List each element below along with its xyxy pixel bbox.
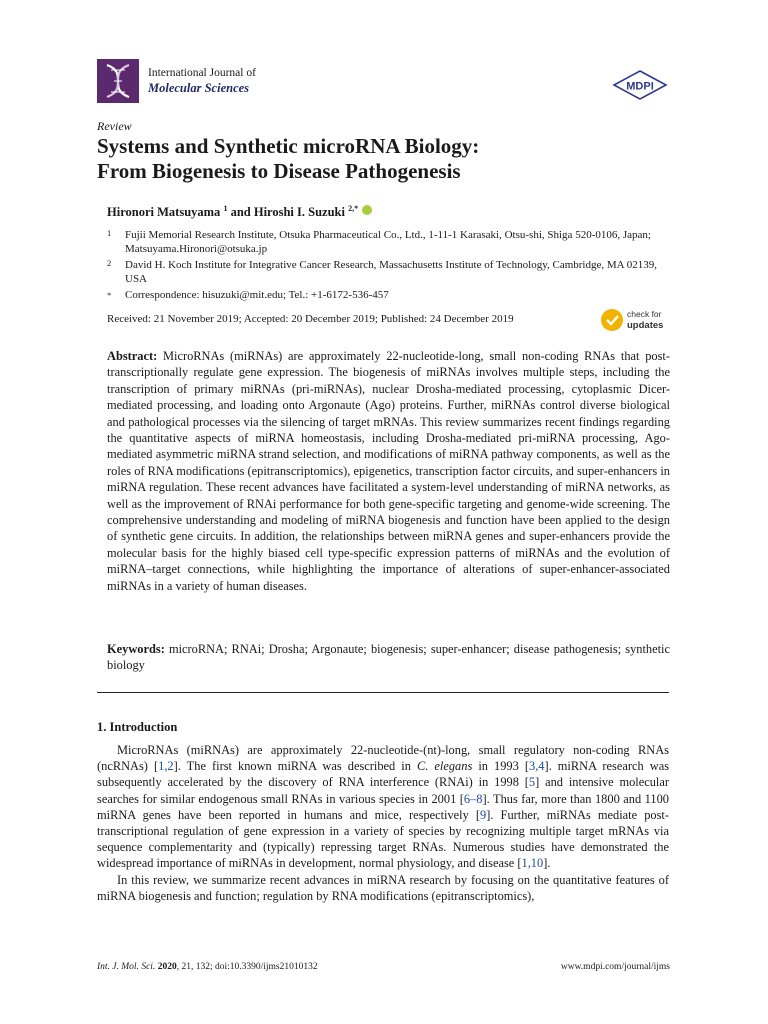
keywords-text: microRNA; RNAi; Drosha; Argonaute; biogenesis; super-enhancer; disease pathogenesis; synthetic biology [107,642,670,673]
title-line-2: From Biogenesis to Disease Pathogenesis [97,159,461,183]
paragraph: MicroRNAs (miRNAs) are approximately 22-nucleotide-(nt)-long, small regulatory non-coding RNAs (ncRNAs) [1,2]. The first known miRNA was described in C. elegans in 1993 [3,4]. miRNA research was subsequently accelerated by the discovery of RNA interference (RNAi) in 1998 [5] and intensive molecular searches for similar endogenous small RNAs in various species in 2001 [6–8]. Thus far, more than 1800 and 1100 miRNA genes have been reported in humans and mice, respectively [9]. Further, miRNAs mediate post-transcriptional regulation of gene expression in a variety of species by recognizing multiple target mRNAs via sequence complementarity and (typically) repressing target RNAs. Numerous studies have demonstrated the widespread importance of miRNAs in development, normal physiology, and disease [1,10]. [97,743,670,871]
keywords-label: Keywords: [107,642,165,656]
author-list [107,204,372,220]
affiliation-mark: 1 [107,228,112,238]
journal-name-line2: Molecular Sciences [148,81,250,95]
journal-abbrev: Int. J. Mol. Sci. [97,962,156,972]
citation-link[interactable]: 3,4 [529,759,545,774]
mdpi-logo-text: MDPI [626,80,654,93]
affiliation-text: David H. Koch Institute for Integrative Cancer Research, Massachusetts Institute of Technology, Cambridge, MA 02139, USA [125,259,657,285]
citation-link[interactable]: 1,2 [158,759,174,774]
abstract-text: MicroRNAs (miRNAs) are approximately 22-nucleotide-long, small non-coding RNAs that post-transcriptionally regulate gene expression. The biogenesis of miRNAs involves multiple steps, including the transcription of primary miRNAs (pri-miRNAs), nuclear Drosha-mediated processing, cytoplasmic Dicer-mediated processing, and loading onto Argonaute (Ago) proteins. Further, miRNAs control diverse biological and pathological processes via the silencing of target mRNAs. This review summarizes recent findings regarding the quantitative aspects of miRNA homeostasis, including Drosha-mediated pri-miRNA processing, Ago-mediated asymmetric miRNA strand selection, and modifications of miRNA pathway components, as well as the roles of RNA modifications (epitranscriptomics), epigenetics, transcription factor circuits, and super-enhancers in miRNA regulation. These recent advances have facilitated a system-level understanding of miRNA networks, as well as the improvement of RNAi performance for both gene-specific targeting and genome-wide screening. The comprehensive understanding and modeling of miRNA biogenesis and function have been applied to the design of synthetic gene circuits. In addition, the relationships between miRNA genes and super-enhancers provide the molecular basis for the highly biased cell type-specific expression patterns of miRNAs and the evolution of miRNA–target connections, while highlighting the importance of alterations of super-enhancer-associated miRNAs in a variety of human diseases. [107,349,670,593]
orcid-icon[interactable] [362,205,372,215]
affiliation-item [107,258,667,286]
author-separator: and [230,205,251,220]
correspondence-text: Correspondence: hisuzuki@mit.edu; Tel.: +1-6172-536-457 [125,289,389,301]
abstract [107,348,670,594]
introduction-body [97,742,669,904]
paragraph: In this review, we summarize recent advances in miRNA research by focusing on the quantitative features of miRNA biogenesis and function; regulation by RNA modifications (epitranscriptomics), [97,872,669,903]
section-heading: 1. Introduction [97,720,178,734]
mdpi-logo [612,70,668,100]
correspondence-item [107,288,667,302]
abstract-label: Abstract: [107,349,158,363]
author-affiliation-mark: 1 [223,204,228,213]
dna-helix-icon [97,59,139,103]
citation-link[interactable]: 9 [480,807,487,822]
footer-url[interactable]: www.mdpi.com/journal/ijms [560,962,670,972]
author-name[interactable]: Hiroshi I. Suzuki [253,205,345,220]
footer-citation [97,962,318,972]
affiliation-text: Fujii Memorial Research Institute, Otsuka Pharmaceutical Co., Ltd., 1-11-1 Karasaki, Otsu-shi, Shiga 520-0106, Japan; Matsuyama.Hironori@otsuka.jp [125,229,651,255]
footer-volume-doi: , 21, 132; doi:10.3390/ijms21010132 [176,962,318,972]
affiliation-mark: 2 [107,258,112,268]
article-title [97,134,677,184]
species-name: C. elegans [417,759,473,774]
author-affiliation-mark: 2,* [348,204,359,213]
section-divider [97,692,669,693]
publication-dates: Received: 21 November 2019; Accepted: 20 December 2019; Published: 24 December 2019 [107,313,514,325]
check-for-updates-line1: check for [627,309,662,319]
check-for-updates-icon [601,309,623,331]
author-name[interactable]: Hironori Matsuyama [107,205,221,220]
title-line-1: Systems and Synthetic microRNA Biology: [97,134,480,158]
check-for-updates-line2: updates [627,320,664,331]
citation-link[interactable]: 5 [528,775,536,790]
citation-link[interactable]: 1,10 [521,856,544,871]
citation-link[interactable]: 6–8 [463,791,483,806]
footer-year: 2020 [157,962,177,972]
check-for-updates-badge[interactable] [600,307,670,333]
keywords [107,641,670,674]
article-type: Review [97,119,132,133]
affiliation-item [107,228,667,256]
correspondence-mark: * [107,290,112,300]
journal-name-line1: International Journal of [148,67,256,79]
